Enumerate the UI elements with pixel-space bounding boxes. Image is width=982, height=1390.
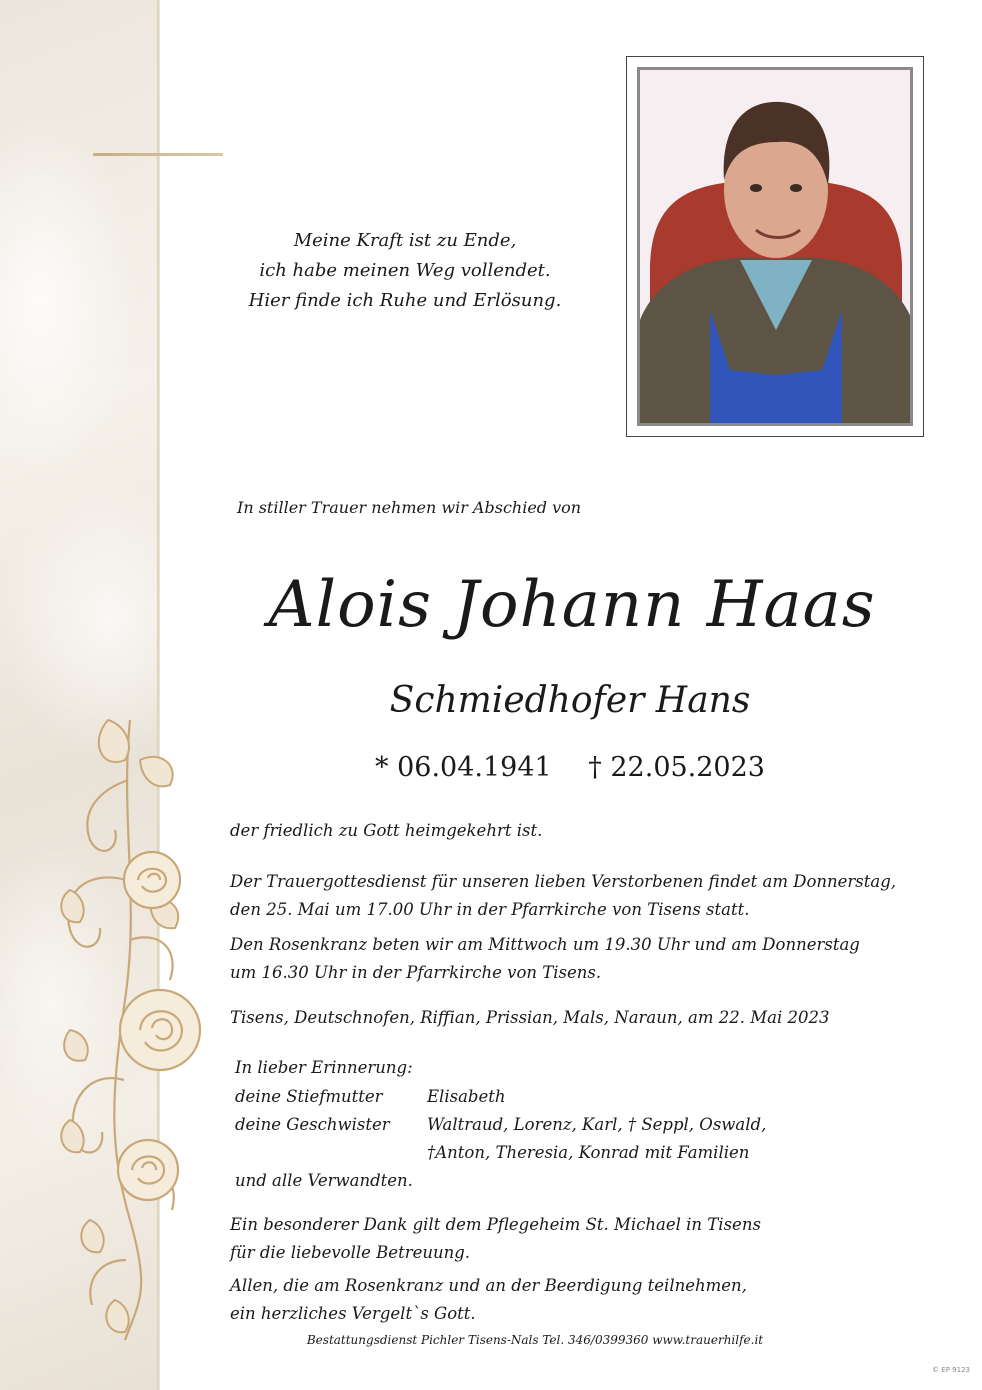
service-line-1: Der Trauergottesdienst für unseren lieben Verstorbenen findet am Donnerstag, (230, 872, 897, 891)
thanks-line-2: für die liebevolle Betreuung. (230, 1243, 471, 1262)
relative-names: Waltraud, Lorenz, Karl, † Seppl, Oswald, (427, 1115, 767, 1134)
deceased-name: Alois Johann Haas (268, 568, 876, 642)
portrait-photo-frame (626, 56, 924, 437)
rosary-announcement (230, 931, 860, 987)
thanks-line-1: Ein besonderer Dank gilt dem Pflegeheim St. Michael in Tisens (230, 1215, 761, 1234)
service-announcement (230, 868, 896, 924)
all-relatives: und alle Verwandten. (235, 1171, 413, 1190)
funeral-service-footer: Bestattungsdienst Pichler Tisens-Nals Tel. 346/0399360 www.trauerhilfe.it (306, 1333, 764, 1347)
rosary-line-1: Den Rosenkranz beten wir am Mittwoch um 19.30 Uhr und am Donnerstag (230, 935, 860, 954)
gratitude-line-2: ein herzliches Vergelt`s Gott. (230, 1304, 476, 1323)
relative-names: †Anton, Theresia, Konrad mit Familien (427, 1143, 750, 1162)
relative-row (235, 1111, 766, 1139)
deceased-nickname: Schmiedhofer Hans (389, 680, 751, 721)
intro-text: In stiller Trauer nehmen wir Abschied von (237, 498, 582, 517)
portrait-photo (637, 67, 913, 426)
life-dates (270, 752, 870, 783)
relative-label (235, 1139, 427, 1167)
relative-label: deine Stiefmutter (235, 1087, 383, 1106)
relative-row (235, 1083, 766, 1111)
gratitude-line-1: Allen, die am Rosenkranz und an der Beerdigung teilnehmen, (230, 1276, 747, 1295)
quote-line-1: Meine Kraft ist zu Ende, (293, 230, 517, 251)
thanks-text (230, 1211, 761, 1267)
gratitude-text (230, 1272, 747, 1328)
memory-heading: In lieber Erinnerung: (235, 1058, 413, 1077)
document-code: © EP 9123 (932, 1366, 970, 1374)
quote-line-2: ich habe meinen Weg vollendet. (259, 260, 551, 281)
relative-names: Elisabeth (427, 1087, 506, 1106)
cross-bar-ornament (93, 153, 223, 156)
places-date: Tisens, Deutschnofen, Riffian, Prissian, Mals, Naraun, am 22. Mai 2023 (230, 1008, 830, 1027)
birth-date: * 06.04.1941 (375, 752, 552, 783)
relatives-list (235, 1083, 766, 1195)
memorial-quote (230, 226, 580, 316)
quote-line-3: Hier finde ich Ruhe und Erlösung. (248, 290, 562, 311)
death-date: † 22.05.2023 (588, 752, 765, 783)
peaceful-text: der friedlich zu Gott heimgekehrt ist. (230, 821, 543, 840)
relative-label: deine Geschwister (235, 1115, 390, 1134)
golden-rose-ornament (30, 700, 210, 1350)
service-line-2: den 25. Mai um 17.00 Uhr in der Pfarrkirche von Tisens statt. (230, 900, 750, 919)
rosary-line-2: um 16.30 Uhr in der Pfarrkirche von Tisens. (230, 963, 602, 982)
relative-row (235, 1139, 766, 1167)
